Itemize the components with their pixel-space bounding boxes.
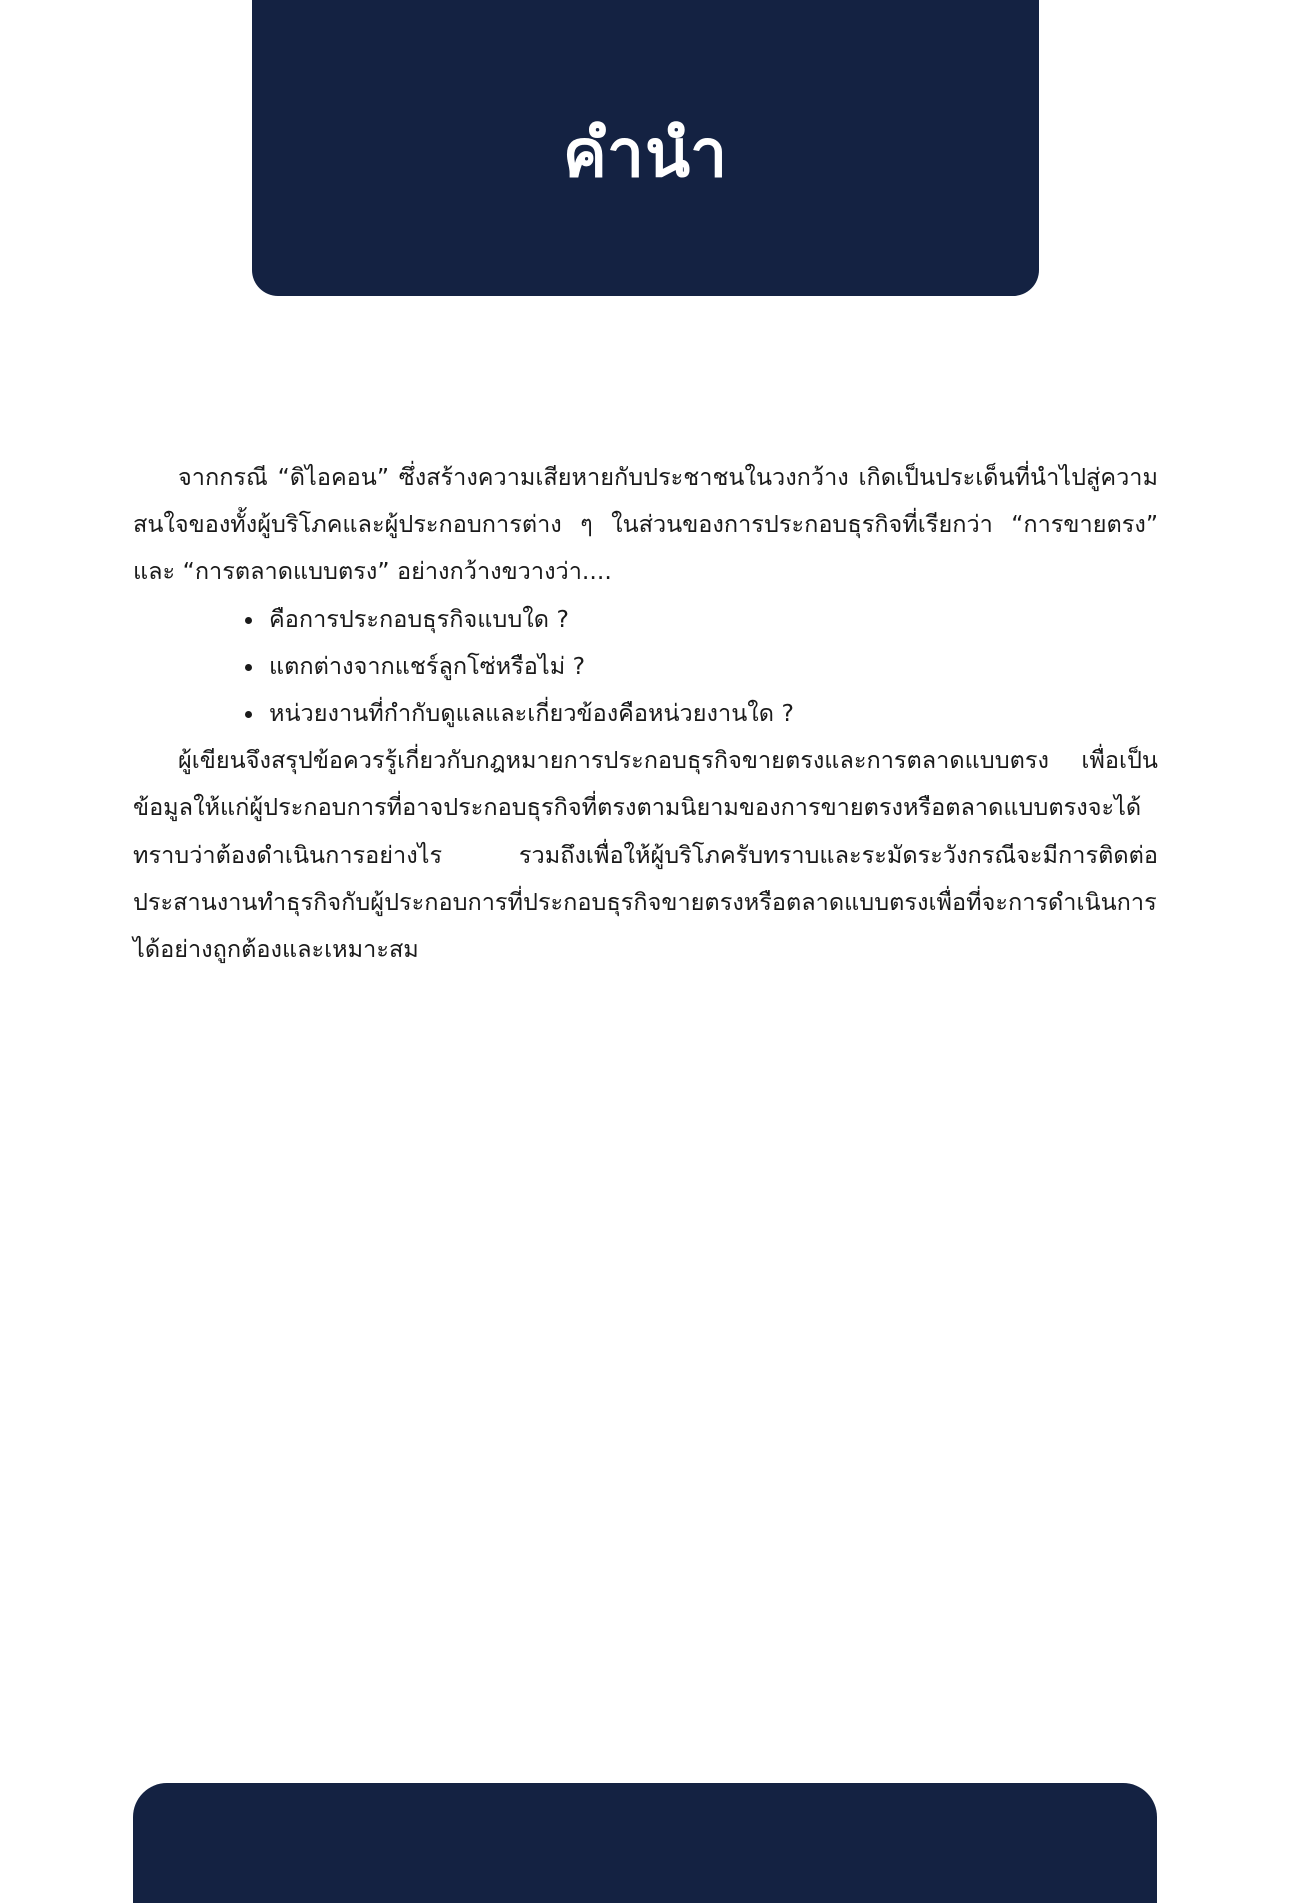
question-list: [133, 596, 1158, 738]
header-banner: [252, 0, 1039, 296]
list-item: คือการประกอบธุรกิจแบบใด ?: [243, 596, 1158, 643]
footer-banner: [133, 1783, 1157, 1903]
page-title: คำนำ: [562, 114, 729, 192]
summary-paragraph: ผู้เขียนจึงสรุปข้อควรรู้เกี่ยวกับกฎหมายการประกอบธุรกิจขายตรงและการตลาดแบบตรง เพื่อเป็นข้อมูลให้แก่ผู้ประกอบการที่อาจประกอบธุรกิจที่ตรงตามนิยามของการขายตรงหรือตลาดแบบตรงจะได้ทราบว่าต้องดำเนินการอย่างไร รวมถึงเพื่อให้ผู้บริโภครับทราบและระมัดระวังกรณีจะมีการติดต่อประสานงานทำธุรกิจกับผู้ประกอบการที่ประกอบธุรกิจขายตรงหรือตลาดแบบตรงเพื่อที่จะการดำเนินการได้อย่างถูกต้องและเหมาะสม: [133, 746, 1158, 964]
list-item: แตกต่างจากแชร์ลูกโซ่หรือไม่ ?: [243, 643, 1158, 690]
main-content: [133, 454, 1158, 973]
list-item: หน่วยงานที่กำกับดูแลและเกี่ยวข้องคือหน่วยงานใด ?: [243, 690, 1158, 737]
intro-paragraph: จากกรณี “ดิไอคอน” ซึ่งสร้างความเสียหายกับประชาชนในวงกว้าง เกิดเป็นประเด็นที่นำไปสู่ความสนใจของทั้งผู้บริโภคและผู้ประกอบการต่าง ๆ ในส่วนของการประกอบธุรกิจที่เรียกว่า “การขายตรง” และ “การตลาดแบบตรง” อย่างกว้างขวางว่า....: [133, 463, 1158, 586]
